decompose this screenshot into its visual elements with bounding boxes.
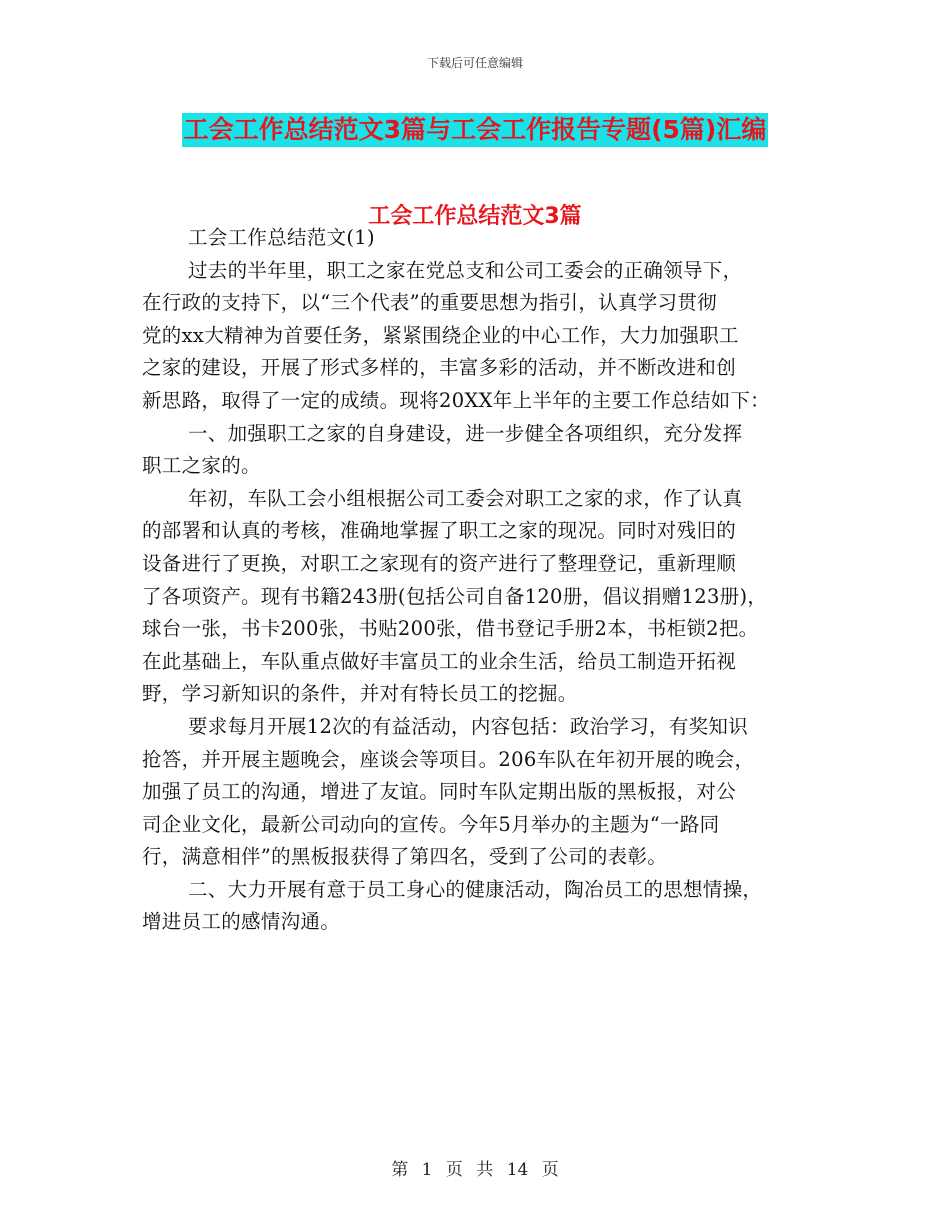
- paragraph-line: 行，满意相伴”的黑板报获得了第四名，受到了公司的表彰。: [142, 845, 668, 869]
- paragraph-line: 在行政的支持下，以“三个代表”的重要思想为指引，认真学习贯彻: [142, 291, 717, 315]
- paragraph-line: 工会工作总结范文(1): [188, 226, 375, 249]
- paragraph-line: 司企业文化，最新公司动向的宣传。今年5月举办的主题为“一路同: [142, 812, 720, 836]
- page-footer: 第 1 页 共 14 页: [391, 1160, 559, 1180]
- section-title: 工会工作总结范文3篇: [368, 204, 582, 229]
- paragraph-line: 二、大力开展有意于员工身心的健康活动，陶冶员工的思想情操，: [188, 877, 763, 901]
- paragraph-lines: [142, 222, 810, 939]
- paragraph-line: 职工之家的。: [142, 454, 261, 478]
- paragraph-line: 设备进行了更换，对职工之家现有的资产进行了整理登记，重新理顺: [142, 551, 737, 575]
- header-note: 下载后可任意编辑: [426, 56, 523, 70]
- main-title-wrap: [0, 113, 950, 147]
- body-text: [142, 222, 810, 939]
- paragraph-line: 野，学习新知识的条件，并对有特长员工的挖掘。: [142, 682, 578, 706]
- paragraph-line: 过去的半年里，职工之家在党总支和公司工委会的正确领导下，: [188, 258, 743, 282]
- paragraph-line: 年初，车队工会小组根据公司工委会对职工之家的求，作了认真: [188, 486, 743, 510]
- paragraph-line: 抢答，并开展主题晚会，座谈会等项目。206车队在年初开展的晚会，: [142, 747, 755, 771]
- paragraph-line: 的部署和认真的考核，准确地掌握了职工之家的现况。同时对残旧的: [142, 519, 737, 543]
- paragraph-line: 一、加强职工之家的自身建设，进一步健全各项组织，充分发挥: [188, 421, 743, 445]
- main-title: 工会工作总结范文3篇与工会工作报告专题(5篇)汇编: [182, 113, 769, 147]
- paragraph-line: 党的xx大精神为首要任务，紧紧围绕企业的中心工作，大力加强职工: [142, 323, 739, 347]
- paragraph-line: 了各项资产。现有书籍243册(包括公司自备120册，倡议捐赠123册)，: [142, 584, 768, 608]
- paragraph-line: 在此基础上，车队重点做好丰富员工的业余生活，给员工制造开拓视: [142, 649, 737, 673]
- paragraph-line: 球台一张，书卡200张，书贴200张，借书登记手册2本，书柜锁2把。: [142, 617, 759, 641]
- paragraph-line: 加强了员工的沟通，增进了友谊。同时车队定期出版的黑板报，对公: [142, 780, 737, 804]
- paragraph-line: 之家的建设，开展了形式多样的，丰富多彩的活动，并不断改进和创: [142, 356, 737, 380]
- paragraph-line: 要求每月开展12次的有益活动，内容包括：政治学习，有奖知识: [188, 714, 749, 738]
- paragraph-line: 增进员工的感情沟通。: [142, 910, 341, 934]
- paragraph-line: 新思路，取得了一定的成绩。现将20XX年上半年的主要工作总结如下：: [142, 388, 770, 412]
